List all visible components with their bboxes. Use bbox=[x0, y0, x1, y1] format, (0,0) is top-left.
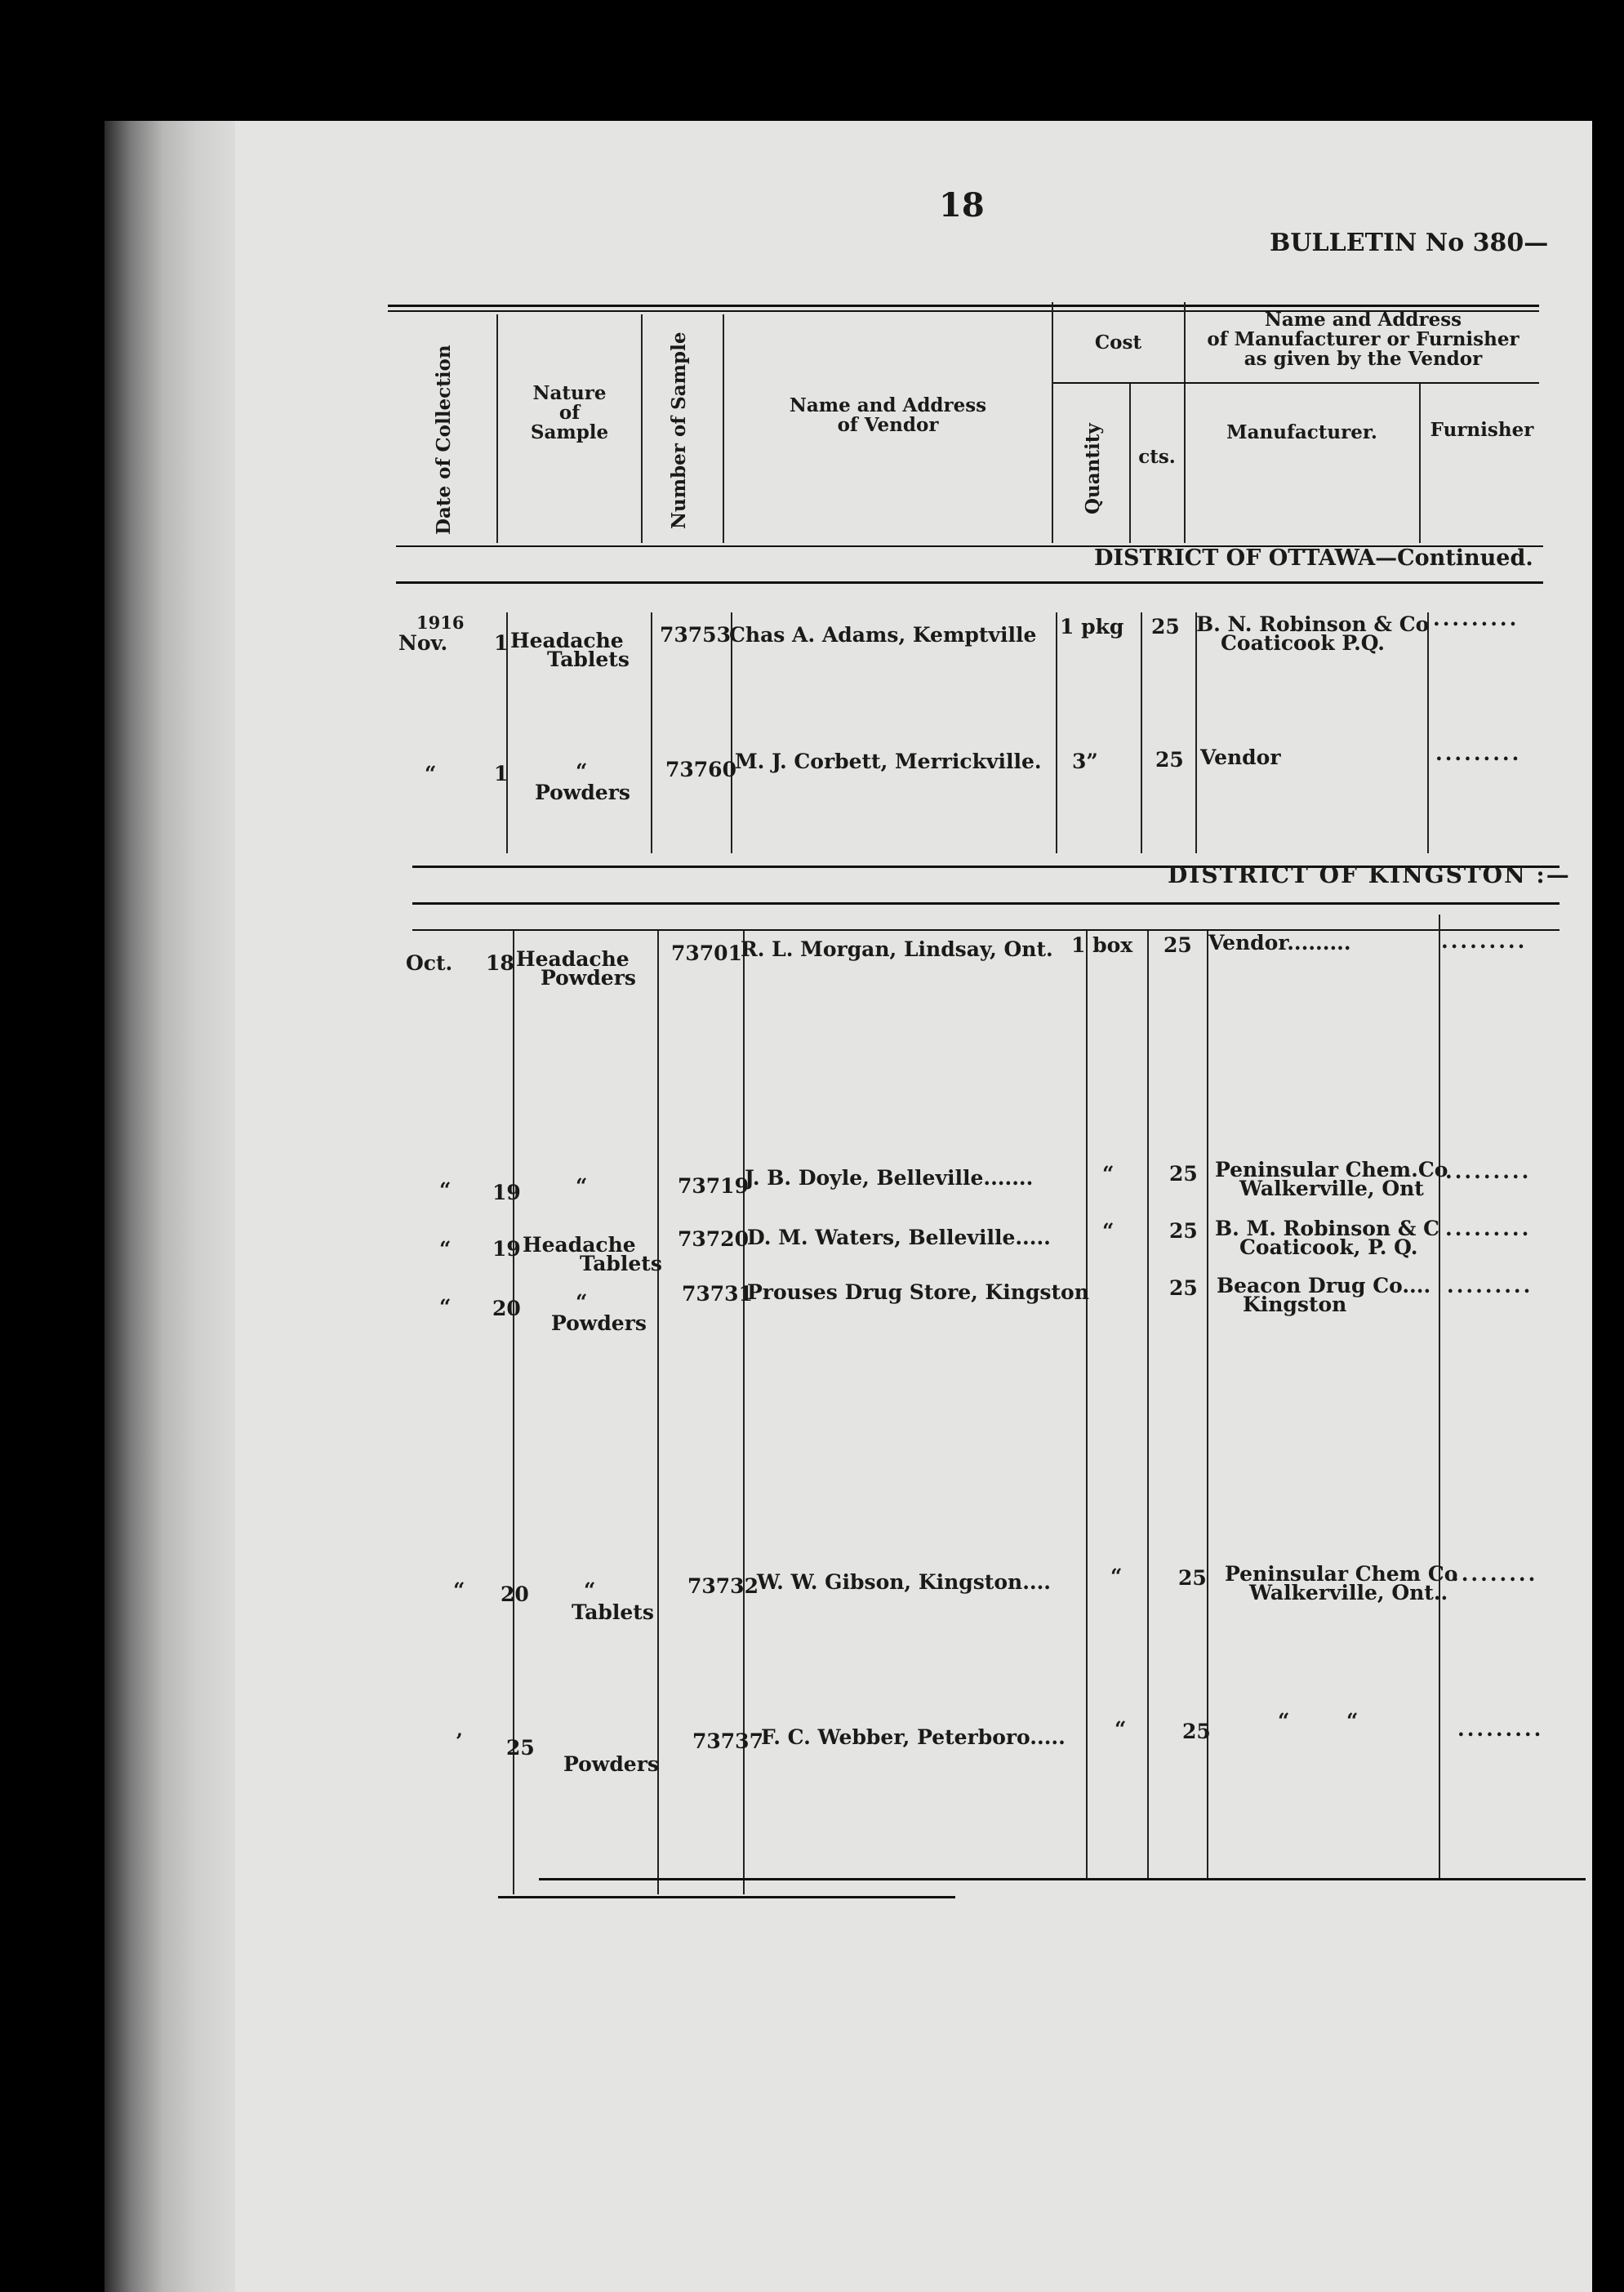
row-nature-line2: Tablets bbox=[580, 1252, 662, 1275]
row-manufacturer-line2: Kingston bbox=[1243, 1293, 1347, 1316]
row-quantity: “ bbox=[1102, 1219, 1115, 1243]
row-cents: 25 bbox=[1151, 615, 1180, 639]
row-day: 1 bbox=[494, 631, 509, 655]
header-cost: Cost bbox=[1094, 332, 1142, 354]
header-number-of-sample: Number of Sample bbox=[668, 332, 690, 529]
row-vendor: J. B. Doyle, Belleville....... bbox=[745, 1166, 1034, 1190]
district-kingston-rule bbox=[412, 902, 1559, 905]
row-nature: Headache bbox=[523, 1233, 636, 1257]
row-nature: “ bbox=[576, 1290, 588, 1314]
row-month: Oct. bbox=[406, 951, 453, 975]
row-manufacturer: B. M. Robinson & C bbox=[1215, 1217, 1440, 1240]
row-month: ’ bbox=[456, 1729, 463, 1753]
header-divider bbox=[641, 314, 643, 543]
row-quantity: 1 box bbox=[1071, 933, 1133, 957]
row-vendor: W. W. Gibson, Kingston.... bbox=[757, 1570, 1052, 1594]
row-manufacturer: Vendor......... bbox=[1208, 931, 1351, 955]
column-divider bbox=[1439, 915, 1440, 1878]
table-top-rule bbox=[388, 305, 1539, 307]
header-vendor: Name and Address of Vendor bbox=[789, 394, 987, 437]
district-ottawa-heading: DISTRICT OF OTTAWA—Continued. bbox=[1094, 545, 1533, 571]
row-manufacturer-line2: Walkerville, Ont.. bbox=[1249, 1581, 1448, 1604]
row-vendor: R. L. Morgan, Lindsay, Ont. bbox=[741, 937, 1053, 961]
row-day: 19 bbox=[492, 1181, 521, 1204]
row-nature-line2: Powders bbox=[551, 1311, 647, 1335]
row-nature: Powders bbox=[563, 1752, 659, 1776]
table-bottom-rule-2 bbox=[498, 1896, 955, 1898]
row-sample-number: 73701 bbox=[671, 941, 742, 965]
row-cents: 25 bbox=[1178, 1566, 1207, 1590]
row-sample-number: 73737 bbox=[692, 1729, 763, 1753]
row-vendor: F. C. Webber, Peterboro..... bbox=[761, 1725, 1066, 1749]
row-month: “ bbox=[453, 1578, 465, 1602]
row-manufacturer: Peninsular Chem Co bbox=[1225, 1562, 1458, 1586]
row-quantity: 3” bbox=[1072, 750, 1098, 773]
column-divider bbox=[1086, 931, 1088, 1878]
header-divider bbox=[496, 314, 498, 543]
row-day: 1 bbox=[494, 762, 509, 786]
row-cents: 25 bbox=[1155, 748, 1184, 772]
row-furnisher: ......... bbox=[1447, 1274, 1533, 1297]
column-divider bbox=[1056, 612, 1057, 853]
row-nature: “ bbox=[576, 759, 588, 783]
row-nature: Headache bbox=[516, 947, 630, 971]
row-manufacturer-line2: Walkerville, Ont bbox=[1239, 1177, 1424, 1200]
header-quantity: Quantity bbox=[1082, 423, 1104, 514]
row-sample-number: 73732 bbox=[687, 1574, 759, 1598]
row-quantity: 1 pkg bbox=[1060, 615, 1124, 639]
row-furnisher: ......... bbox=[1445, 1159, 1532, 1183]
column-divider bbox=[1195, 612, 1197, 853]
row-manufacturer: “ “ bbox=[1278, 1709, 1359, 1733]
header-manufacturer: Manufacturer. bbox=[1226, 421, 1377, 443]
column-divider bbox=[1141, 612, 1142, 853]
page-number: 18 bbox=[939, 186, 985, 225]
document-page bbox=[105, 121, 1592, 2292]
page-binding-edge bbox=[105, 121, 235, 2292]
bulletin-title: BULLETIN No 380— bbox=[1270, 229, 1549, 257]
column-divider bbox=[651, 612, 652, 853]
row-quantity: “ bbox=[1110, 1564, 1123, 1588]
row-nature-line2: Powders bbox=[535, 781, 630, 804]
row-day: 20 bbox=[501, 1582, 529, 1606]
row-cents: 25 bbox=[1169, 1219, 1198, 1243]
row-month: “ bbox=[439, 1295, 452, 1319]
row-manufacturer-line2: Coaticook, P. Q. bbox=[1239, 1235, 1418, 1259]
row-furnisher: ......... bbox=[1445, 1217, 1532, 1240]
row-vendor: Prouses Drug Store, Kingston bbox=[747, 1280, 1089, 1304]
row-manufacturer: Vendor bbox=[1200, 745, 1281, 769]
row-manufacturer-line2: Coaticook P.Q. bbox=[1221, 631, 1386, 655]
district-ottawa-rule bbox=[396, 581, 1543, 584]
table-bottom-rule bbox=[539, 1878, 1586, 1880]
row-vendor: Chas A. Adams, Kemptville bbox=[729, 623, 1037, 647]
header-furnisher: Furnisher bbox=[1430, 419, 1534, 441]
header-cost-rule bbox=[1053, 382, 1539, 384]
row-quantity: “ bbox=[1115, 1717, 1127, 1741]
row-day: 19 bbox=[492, 1237, 521, 1261]
district-kingston-heading: DISTRICT OF KINGSTON :— bbox=[1168, 861, 1571, 888]
column-divider bbox=[731, 612, 732, 853]
header-divider bbox=[1419, 384, 1421, 543]
row-furnisher: ......... bbox=[1452, 1562, 1538, 1586]
year-label: 1916 bbox=[416, 612, 465, 633]
district-kingston-rule-2 bbox=[412, 929, 1559, 931]
header-date-of-collection: Date of Collection bbox=[433, 345, 455, 535]
header-nature-of-sample: Nature of Sample bbox=[530, 382, 609, 444]
row-quantity: “ bbox=[1102, 1162, 1115, 1186]
header-divider bbox=[1052, 302, 1053, 543]
row-cents: 25 bbox=[1182, 1720, 1211, 1743]
row-month: “ bbox=[439, 1178, 452, 1202]
row-day: 18 bbox=[486, 951, 514, 975]
row-nature: “ bbox=[576, 1174, 588, 1198]
row-month: “ bbox=[439, 1237, 452, 1261]
row-manufacturer: Peninsular Chem.Co bbox=[1215, 1158, 1448, 1182]
row-day: 25 bbox=[506, 1736, 535, 1760]
row-furnisher: ......... bbox=[1435, 741, 1522, 765]
row-furnisher: ......... bbox=[1433, 607, 1519, 630]
row-day: 20 bbox=[492, 1297, 521, 1320]
row-sample-number: 73760 bbox=[665, 758, 736, 781]
header-cts: cts. bbox=[1138, 446, 1176, 468]
row-cents: 25 bbox=[1169, 1162, 1198, 1186]
column-divider bbox=[1427, 612, 1429, 853]
row-nature: Headache bbox=[510, 629, 624, 652]
row-cents: 25 bbox=[1169, 1276, 1198, 1300]
row-vendor: D. M. Waters, Belleville..... bbox=[747, 1226, 1051, 1249]
row-vendor: M. J. Corbett, Merrickville. bbox=[735, 750, 1042, 773]
row-sample-number: 73753 bbox=[660, 623, 731, 647]
row-furnisher: ......... bbox=[1457, 1717, 1544, 1741]
row-nature-line2: Tablets bbox=[572, 1600, 654, 1624]
header-divider bbox=[723, 314, 724, 543]
row-nature-line2: Tablets bbox=[547, 648, 630, 671]
row-sample-number: 73719 bbox=[678, 1174, 749, 1198]
row-nature-line2: Powders bbox=[541, 966, 636, 990]
row-month: “ bbox=[425, 762, 437, 786]
header-manufacturer-furnisher: Name and Address of Manufacturer or Furnisher as given by the Vendor bbox=[1207, 309, 1519, 371]
row-cents: 25 bbox=[1163, 933, 1192, 957]
row-manufacturer: Beacon Drug Co.... bbox=[1217, 1274, 1431, 1297]
row-sample-number: 73731 bbox=[682, 1282, 753, 1306]
row-month: Nov. bbox=[398, 631, 448, 655]
row-sample-number: 73720 bbox=[678, 1227, 749, 1251]
row-nature: “ bbox=[584, 1578, 596, 1602]
column-divider bbox=[1147, 931, 1149, 1878]
row-manufacturer: B. N. Robinson & Co bbox=[1196, 612, 1430, 636]
column-divider bbox=[657, 931, 659, 1894]
row-furnisher: ......... bbox=[1441, 929, 1528, 953]
